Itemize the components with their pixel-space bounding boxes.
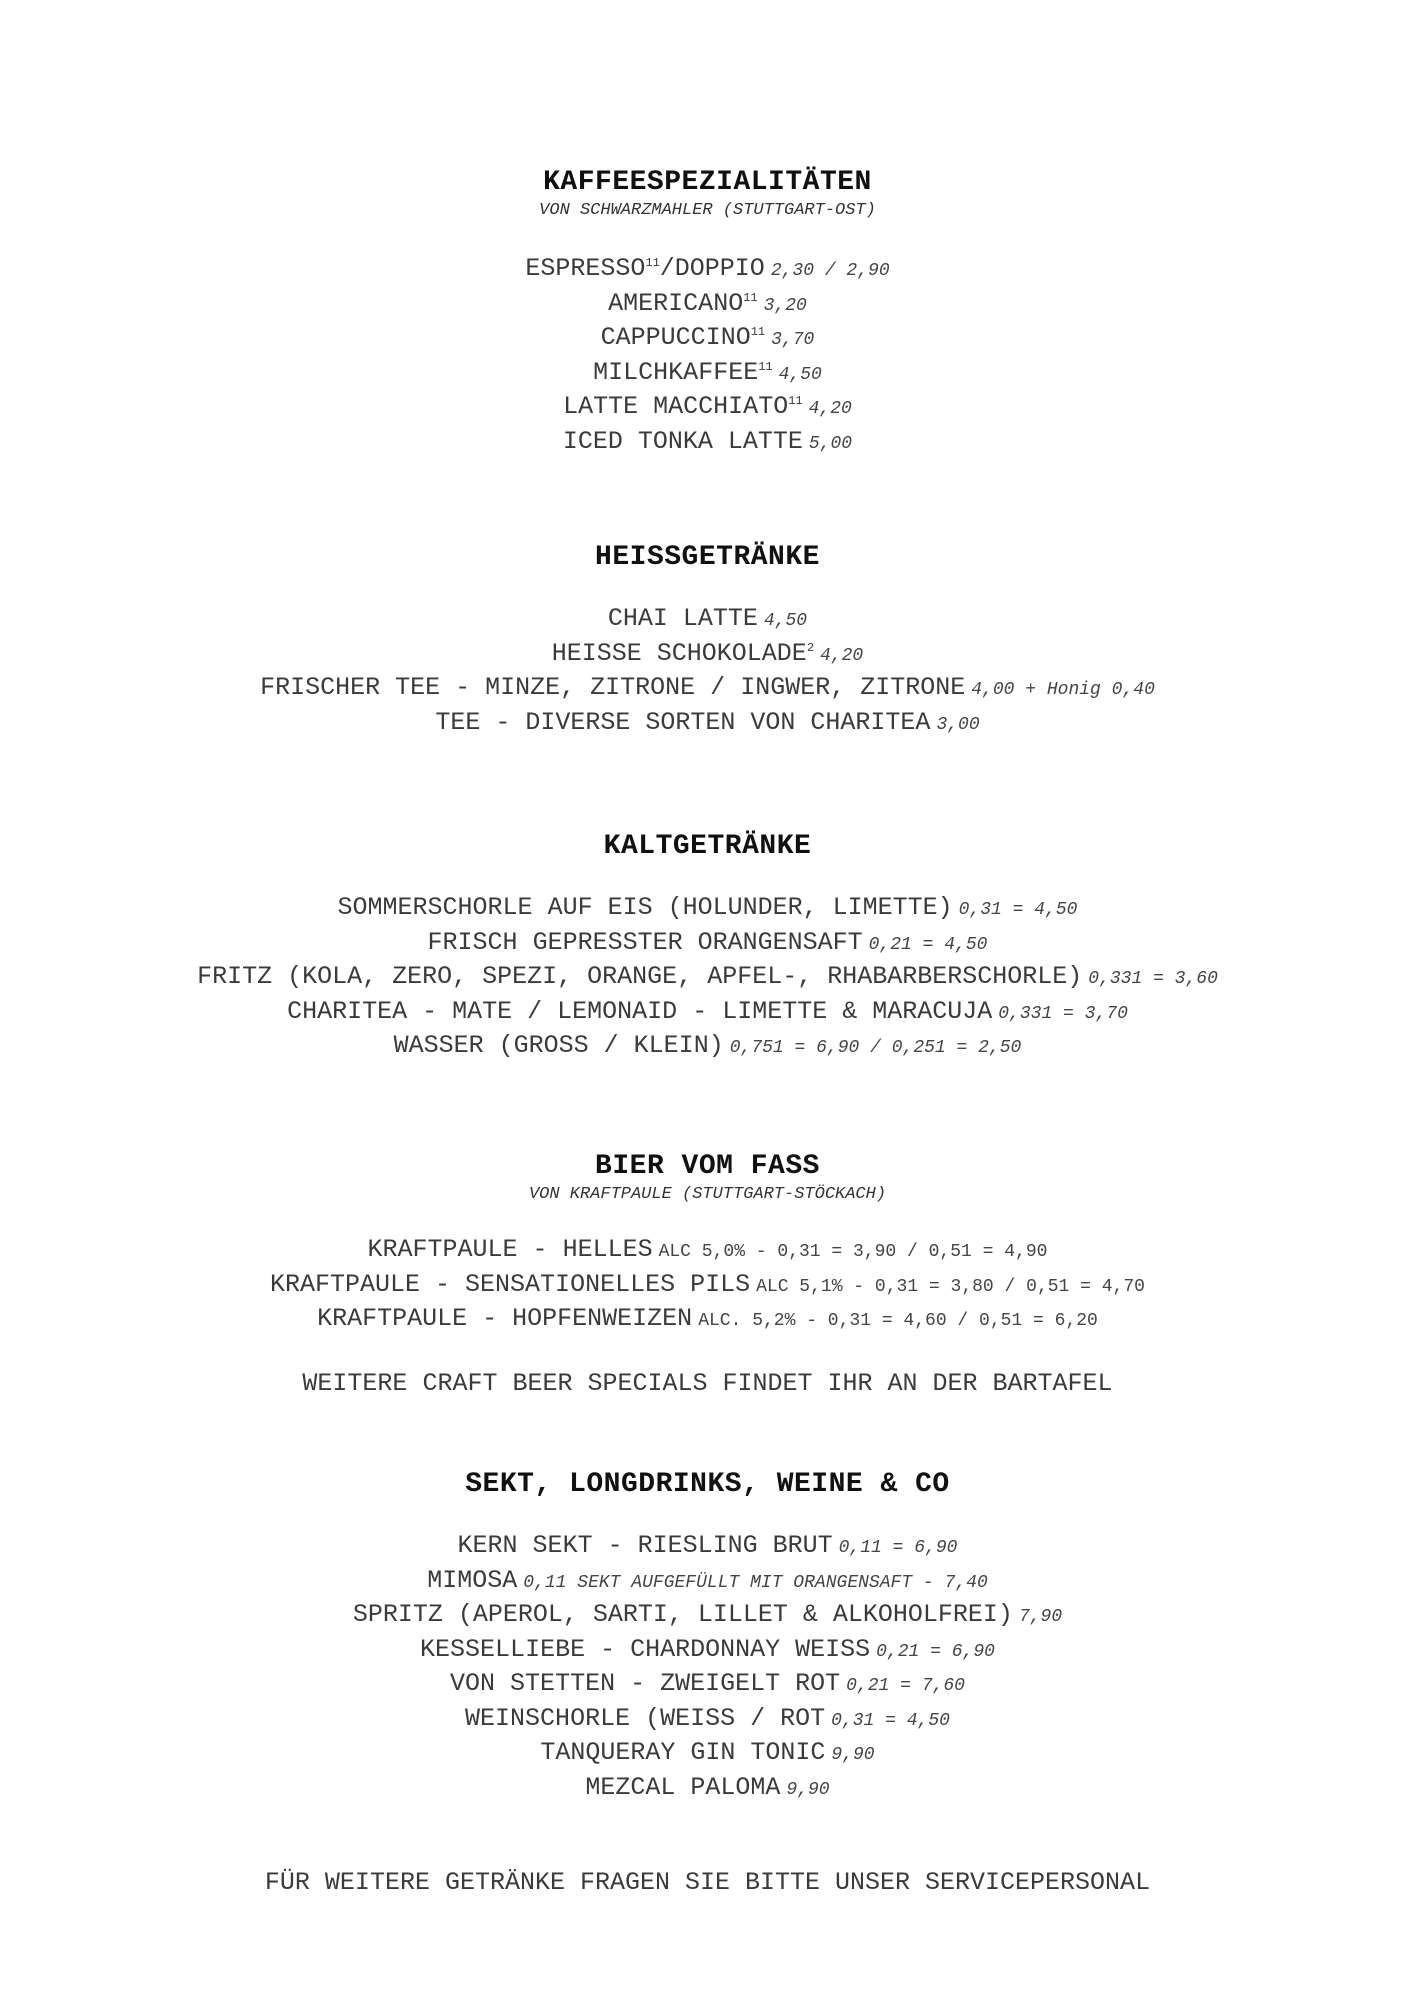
menu-item: MEZCAL PALOMA 9,90 [585,1772,830,1802]
item-price: 4,50 [778,364,822,385]
menu-item: TEE - DIVERSE SORTEN VON CHARITEA 3,00 [435,707,980,737]
menu-item: KRAFTPAULE - HELLES ALC 5,0% - 0,31 = 3,90 / 0,51 = 4,90 [367,1235,1048,1264]
menu-item: WASSER (GROSS / KLEIN) 0,751 = 6,90 / 0,251 = 2,50 [393,1031,1022,1060]
item-price: 0,11 = 6,90 [838,1538,958,1558]
menu-item: ICED TONKA LATTE 5,00 [562,426,853,456]
section-title: KALTGETRÄNKE [603,831,812,862]
menu-item: FRISCHER TEE - MINZE, ZITRONE / INGWER, ZITRONE 4,00 + Honig 0,40 [260,673,1155,702]
menu-item: ESPRESSO$^{11}$/DOPPIO 2,30 / 2,90 [525,254,890,283]
item-price: 5,00 [808,433,853,454]
item-price: 3,00 [936,714,980,735]
item-price: 0,31 = 4,50 [831,1710,950,1731]
menu-list [0,1234,1415,1338]
menu-item: HEISSE SCHOKOLADE$^2$ 4,20 [551,638,864,668]
item-price: 0,331 = 3,70 [998,1003,1128,1024]
section-sekt [0,1468,1415,1806]
menu-list [0,1530,1415,1806]
item-price: 9,90 [831,1745,875,1765]
section-kalt [0,830,1415,1065]
item-price: 0,751 = 6,90 / 0,251 = 2,50 [729,1038,1022,1058]
menu-item: FRISCH GEPRESSTER ORANGENSAFT 0,21 = 4,50 [427,927,988,957]
menu-item: KERN SEKT - RIESLING BRUT 0,11 = 6,90 [457,1531,958,1560]
item-price: 0,31 = 4,50 [958,900,1078,920]
item-price: 7,90 [1018,1607,1063,1627]
menu-item: CHAI LATTE 4,50 [607,604,808,633]
craft-beer-note: WEITERE CRAFT BEER SPECIALS FINDET IHR AN DER BARTAFEL [302,1368,1113,1398]
item-price: 4,00 + Honig 0,40 [971,680,1155,700]
item-price: ALC 5,0% - 0,31 = 3,90 / 0,51 = 4,90 [658,1242,1048,1262]
item-price: 4,50 [763,611,808,631]
menu-item: VON STETTEN - ZWEIGELT ROT 0,21 = 7,60 [450,1669,965,1698]
footer-note: FÜR WEITERE GETRÄNKE FRAGEN SIE BITTE UNSER SERVICEPERSONAL [264,1868,1151,1897]
item-price: 2,30 / 2,90 [770,261,890,281]
section-bier [0,1150,1415,1400]
menu-item: KESSELLIEBE - CHARDONNAY WEISS 0,21 = 6,90 [420,1634,995,1664]
item-price: 0,11 SEKT AUFGEFÜLLT MIT ORANGENSAFT - 7,40 [523,1572,988,1593]
menu-item: WEINSCHORLE (WEISS / ROT 0,31 = 4,50 [465,1703,950,1733]
item-price: 0,21 = 6,90 [876,1641,995,1662]
menu-item: CHARITEA - MATE / LEMONAID - LIMETTE & MARACUJA 0,331 = 3,70 [287,996,1128,1026]
section-subtitle: VON KRAFTPAULE (STUTTGART-STÖCKACH) [528,1185,887,1204]
menu-item: FRITZ (KOLA, ZERO, SPEZI, ORANGE, APFEL-, RHABARBERSCHORLE) 0,331 = 3,60 [197,962,1218,991]
item-price: 0,21 = 7,60 [846,1676,965,1696]
section-title: SEKT, LONGDRINKS, WEINE & CO [465,1469,950,1500]
menu-list [0,603,1415,741]
menu-item: KRAFTPAULE - SENSATIONELLES PILS ALC 5,1% - 0,31 = 3,80 / 0,51 = 4,70 [270,1269,1145,1299]
section-heiss [0,541,1415,741]
item-price: 0,21 = 4,50 [868,934,988,955]
section-title: HEISSGETRÄNKE [595,542,820,573]
section-subtitle: VON SCHWARZMAHLER (STUTTGART-OST) [539,201,876,220]
section-title: BIER VOM FASS [595,1151,820,1182]
item-price: 0,331 = 3,60 [1088,969,1218,989]
item-price: 9,90 [786,1779,830,1800]
item-price: 4,20 [808,399,852,419]
item-price: 4,20 [820,645,864,666]
menu-list [0,253,1415,460]
menu-item: SOMMERSCHORLE AUF EIS (HOLUNDER, LIMETTE) 0,31 = 4,50 [337,893,1078,922]
item-price: ALC. 5,2% - 0,31 = 4,60 / 0,51 = 6,20 [698,1311,1098,1331]
section-title: KAFFEESPEZIALITÄTEN [543,167,872,198]
menu-item: SPRITZ (APEROL, SARTI, LILLET & ALKOHOLFREI) 7,90 [352,1600,1063,1629]
item-price: 3,70 [771,330,815,350]
menu-item: LATTE MACCHIATO$^{11}$ 4,20 [563,392,852,421]
item-price: ALC 5,1% - 0,31 = 3,80 / 0,51 = 4,70 [756,1276,1145,1297]
menu-list [0,892,1415,1065]
menu-item: TANQUERAY GIN TONIC 9,90 [540,1738,875,1767]
menu-item: MILCHKAFFEE$^{11}$ 4,50 [593,357,822,387]
footer [0,1867,1415,1899]
section-kaffee [0,166,1415,460]
menu-item: MIMOSA 0,11 SEKT AUFGEFÜLLT MIT ORANGENSAFT - 7,40 [427,1565,988,1595]
menu-item: KRAFTPAULE - HOPFENWEIZEN ALC. 5,2% - 0,31 = 4,60 / 0,51 = 6,20 [317,1304,1098,1333]
item-price: 3,20 [763,295,807,316]
menu-item: CAPPUCCINO$^{11}$ 3,70 [600,323,815,352]
menu-item: AMERICANO$^{11}$ 3,20 [608,288,807,318]
